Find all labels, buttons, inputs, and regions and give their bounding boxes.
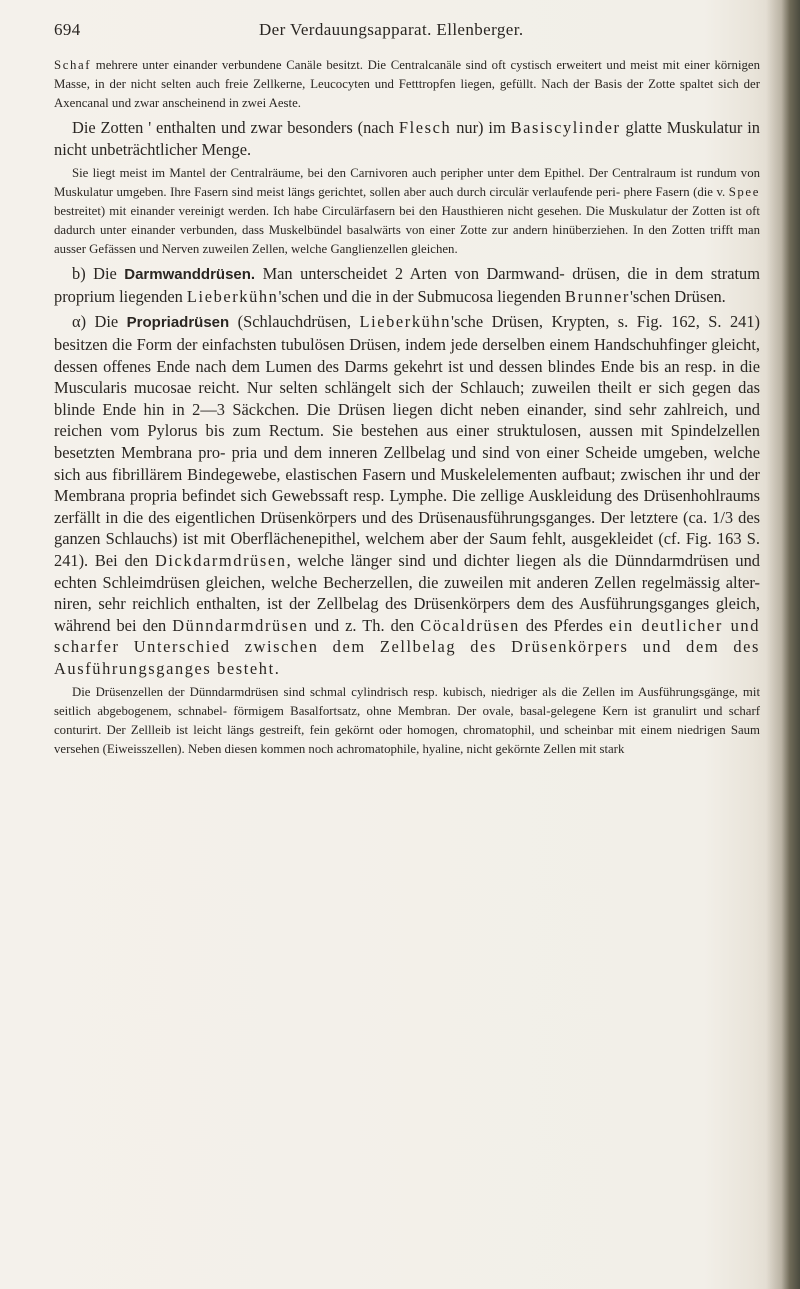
page-number: 694 [54, 20, 81, 39]
heading-propriadruesen: Propriadrüsen [126, 314, 230, 332]
emph-unterschied: ein deutlicher und scharfer Unterschied zwischen dem Zellbelag des Drüsenkörpers und dem des Ausführungsganges besteht. [54, 615, 760, 678]
text-run: , welche länger sind und dichter liegen als die Dünndarmdrüsen und echten Schleimdrüsen gleichen, welche Becherzellen, die zuweilen mit anderen Zellen regelmässig alter- niren, sehr reichlich enthalten, ist der Zellbelag des Drüsenkörpers dem des Ausführungsganges gleich, während bei den [54, 550, 760, 635]
paragraph-propriadruesen [54, 311, 760, 679]
text-run: b) Die [72, 264, 125, 284]
page-edge-shadow [766, 0, 800, 1289]
author-brunner: Brunner [565, 286, 630, 306]
paragraph-zotten-muskulatur [54, 117, 760, 160]
text-run: 'schen und die in der Submucosa liegenden [278, 286, 566, 306]
term-coecaldruesen: Cöcaldrüsen [420, 615, 520, 635]
text-run: Die Zotten ' enthalten und zwar besonders (nach [72, 118, 399, 137]
paragraph-centralraum [54, 164, 760, 259]
text-run: Man unterscheidet 2 Arten von Darmwand- drüsen, die in dem stratum proprium liegenden [54, 264, 760, 306]
running-title: Der Verdauungsapparat. Ellenberger. [259, 20, 524, 39]
text-run: mehrere unter einander verbundene Canäle besitzt. Die Centralcanäle sind oft cystisch erweitert und meist mit einer körnigen Masse, in der nicht selten auch freie Zellkerne, Leucocyten und Fetttropfen liegen, gefüllt. Nach der Basis der Zotte spaltet sich der Axencanal und zwar anscheinend in zwei Aeste. [54, 58, 760, 110]
paragraph-schaf-canals [54, 56, 760, 113]
text-run: (Schlauchdrüsen, [229, 312, 360, 332]
text-run: α) Die [72, 312, 127, 332]
text-run: Sie liegt meist im Mantel der Centralräume, bei den Carnivoren auch peripher unter dem Epithel. Der Centralraum ist rundum von Muskulatur umgeben. Ihre Fasern sind meist längs gerichtet, sollen aber auch durch circulär verlaufende peri- phere Fasern (die v. [54, 166, 760, 200]
author-lieberkuehn: Lieberkühn [186, 286, 279, 306]
term-basiscylinder: Basiscylinder [510, 118, 621, 137]
text-run: bestreitet) mit einander vereinigt werden. Ich habe Circulärfasern bei den Hausthieren nicht gesehen. Die Muskulatur der Zotten ist oft dadurch unter einander verbunden, dass Muskelbündel basalwärts von einer Zotte zur andern hinüberziehen. In den Zotten trifft man ausser Gefässen und Nerven zuweilen Zellen, welche Ganglienzellen gleichen. [54, 204, 760, 257]
paragraph-druesenzellen [54, 683, 760, 759]
author-spee: Spee [728, 185, 760, 200]
page-body [54, 56, 760, 759]
text-run: und z. Th. den [308, 615, 421, 635]
page-header [54, 12, 754, 42]
heading-darmwanddruesen: Darmwanddrüsen. [124, 266, 256, 284]
author-flesch: Flesch [398, 118, 452, 137]
term-duenndarmdruesen: Dünndarmdrüsen [172, 615, 309, 635]
text-run: nur) im [451, 118, 511, 137]
author-lieberkuehn: Lieberkühn [359, 312, 452, 332]
text-run: Die Drüsenzellen der Dünndarmdrüsen sind schmal cylindrisch resp. kubisch, niedriger als die Zellen im Ausführungsgänge, mit seitlich abgebogenem, schnabel- förmigem Basalfortsatz, ohne Membran. Der ovale, basal-gelegene Kern ist granulirt und scharf conturirt. Der Zellleib ist leicht längs gestreift, fein gekörnt oder homogen, chromatophil, und scheinbar mit einem niedrigen Saum versehen (Eiweisszellen). Neben diesen kommen noch achromatophile, hyaline, nicht gekörnte Zellen mit stark [54, 685, 760, 757]
paragraph-darmwanddruesen [54, 263, 760, 307]
text-run: glatte Muskulatur in nicht unbeträchtlicher Menge. [54, 118, 761, 159]
text-run: 'sche Drüsen, Krypten, s. Fig. 162, S. 241) besitzen die Form der einfachsten tubulösen Drüsen, indem jede derselben einem Handschuhfinger gleicht, dessen offenes Ende nach dem Lumen des Darms gekehrt ist und dessen blindes Ende bis an resp. in die Muscularis mucosae reicht. Nur selten schlängelt sich der Schlauch; zuweilen theilt er sich gegen das blinde Ende hin in 2—3 Säckchen. Die Drüsen liegen dicht neben einander, sind sehr zahlreich, und reichen vom Pylorus bis zum Rectum. Sie bestehen aus einer struktulosen, aussen mit Spindelzellen besetzten Membrana pro- pria und dem inneren Zellbelag und sind von einer Scheide umgeben, welche sich aus fibrillärem Bindegewebe, elastischen Fasern und Muskelelementen aufbaut; zwischen ihr und der Membrana propria befindet sich Gewebssaft resp. Lymphe. Die zellige Auskleidung des Drüsenhohlraums zerfällt in die des eigentlichen Drüsenkörpers und des Drüsenausführungsganges. Der letztere (ca. 1/3 des ganzen Schlauchs) ist mit Oberflächenepithel, welchem aber der Saum fehlt, ausgekleidet (cf. Fig. 163 S. 241). Bei den [54, 312, 761, 570]
text-run: 'schen Drüsen. [629, 286, 726, 306]
term-dickdarmdruesen: Dickdarmdrüsen [154, 550, 287, 570]
text-run: des Pferdes [519, 615, 609, 635]
emph-schaf: Schaf [54, 58, 92, 72]
